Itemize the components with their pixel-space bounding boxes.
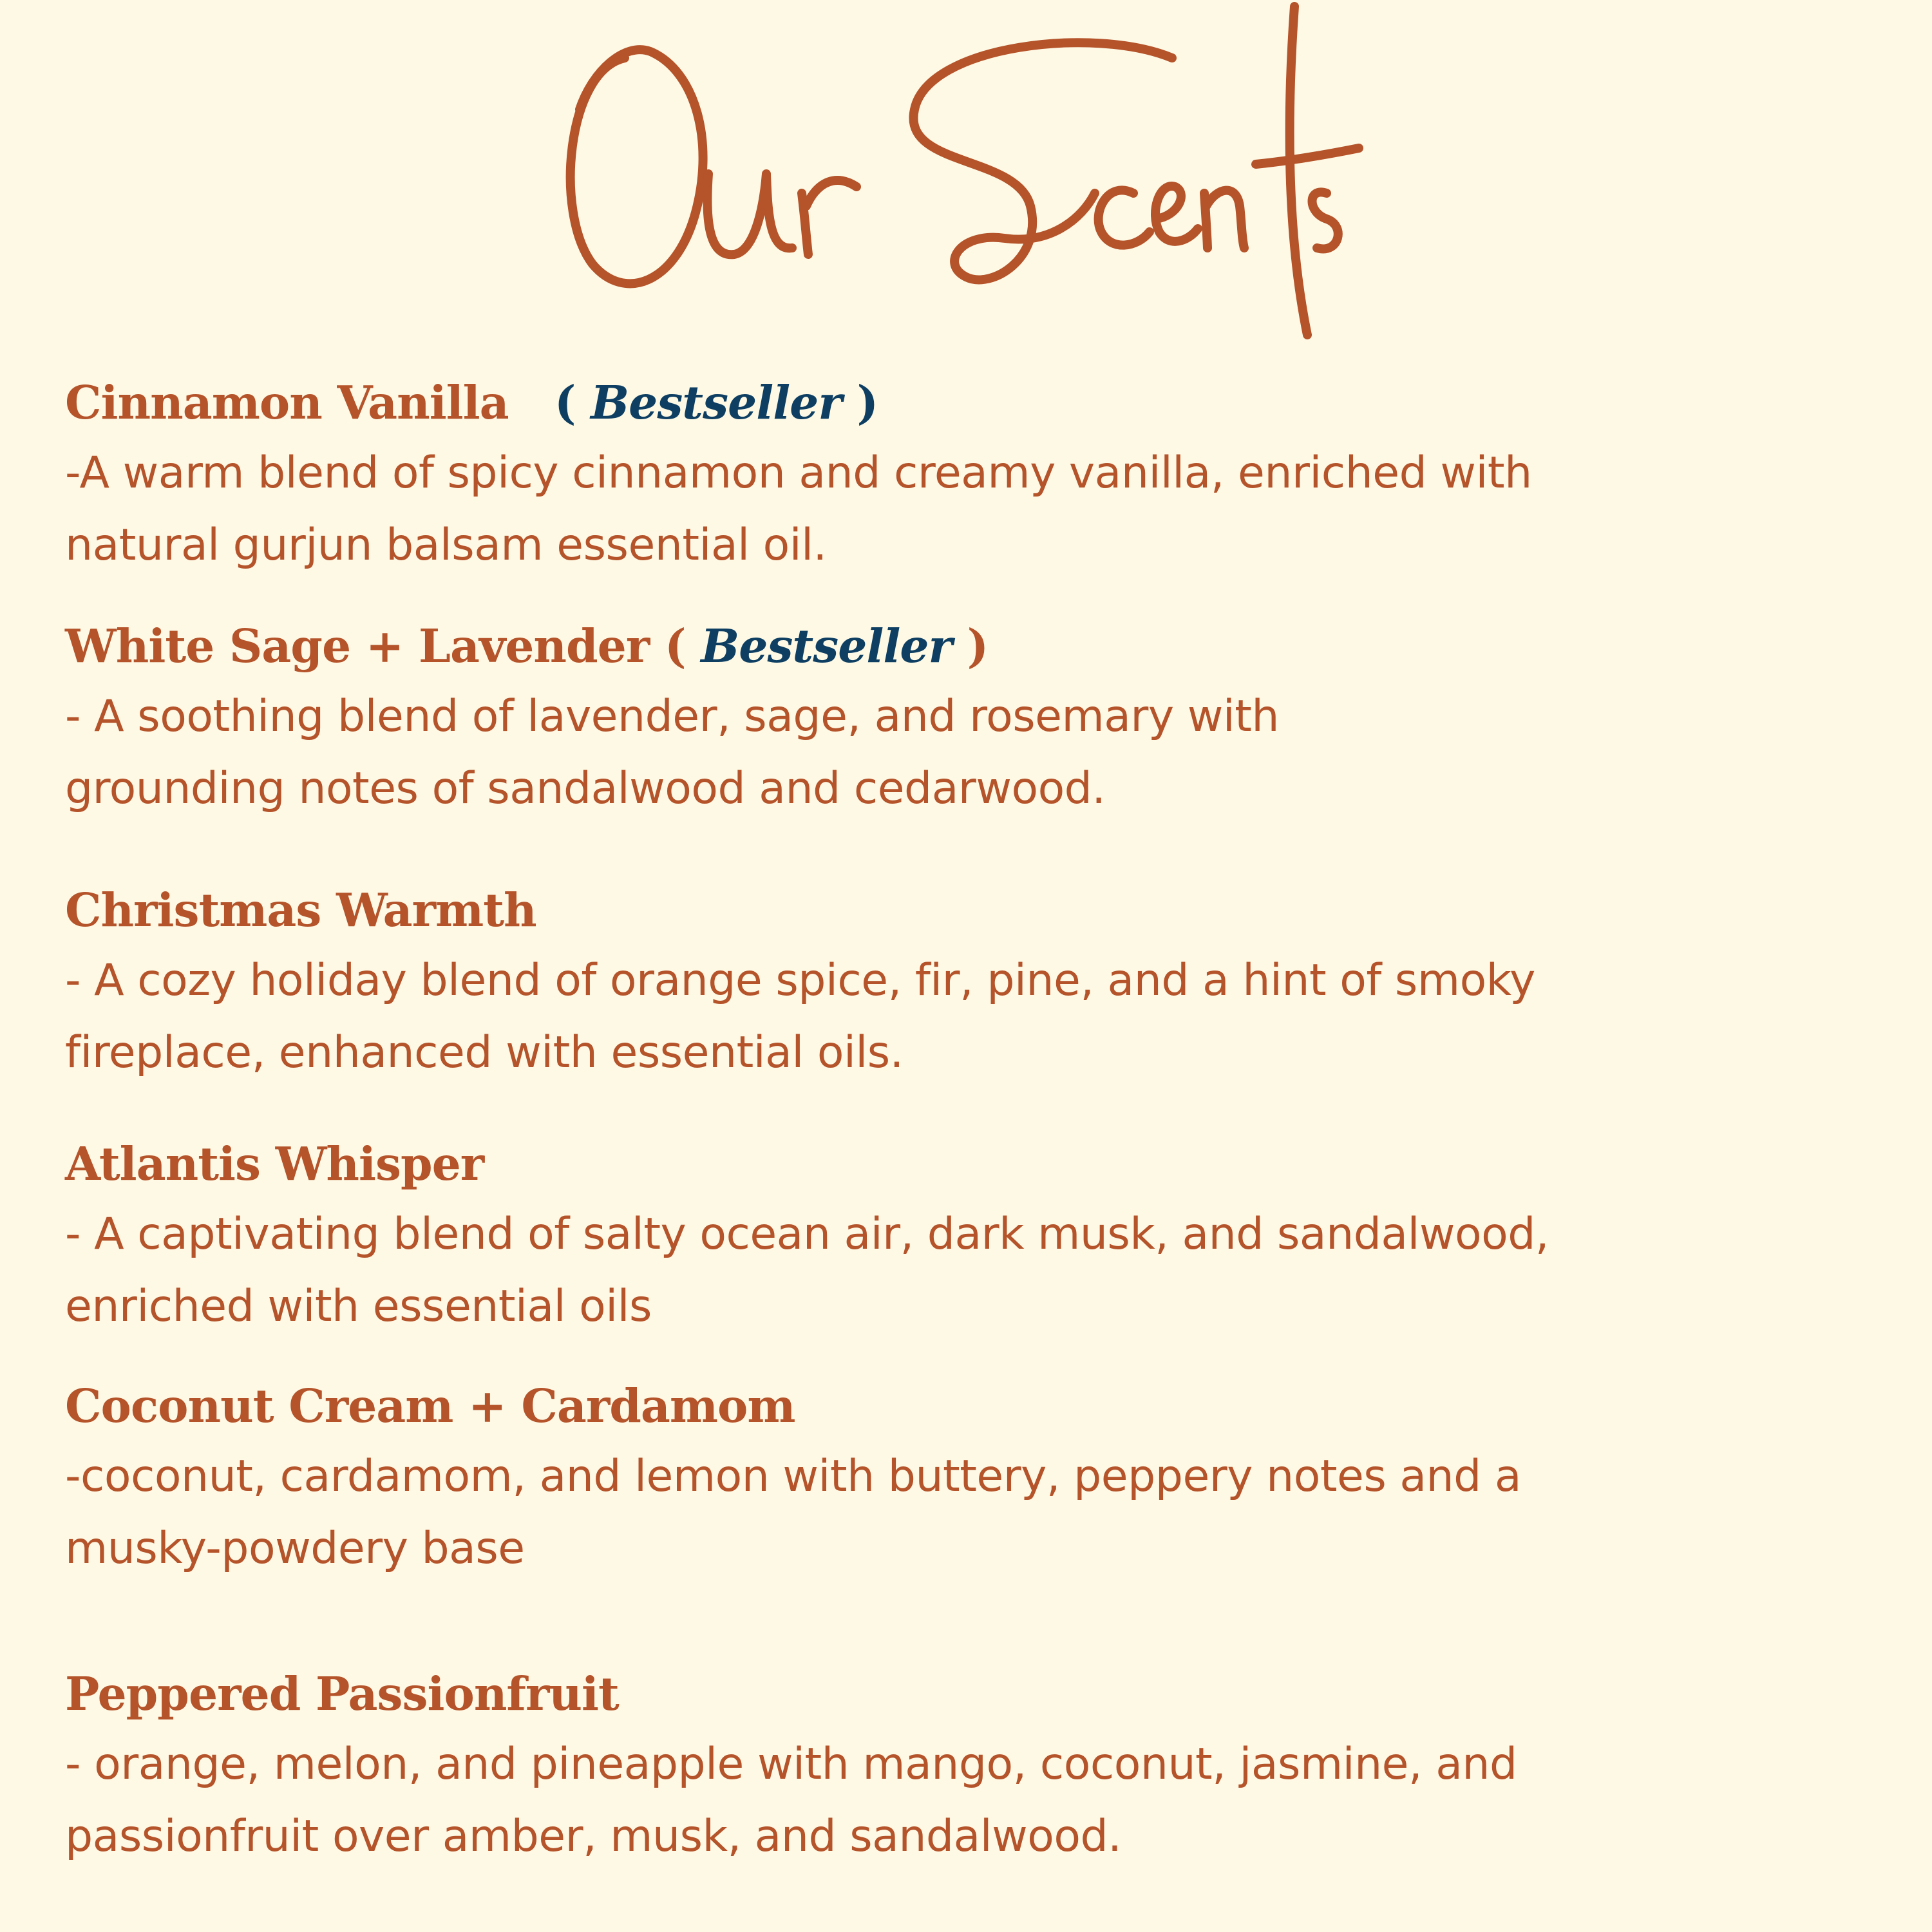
scent-name: Peppered Passionfruit xyxy=(65,1667,619,1721)
scent-name: White Sage + Lavender xyxy=(65,619,650,673)
scent-description: - A cozy holiday blend of orange spice, fir, pine, and a hint of smoky fireplace, enhanced with essential oils. xyxy=(65,955,1535,1078)
page-title xyxy=(515,0,1417,348)
scent-description: -A warm blend of spicy cinnamon and creamy vanilla, enriched with natural gurjun balsam essential oil. xyxy=(65,448,1532,571)
scent-name: Cinnamon Vanilla xyxy=(65,375,509,430)
scent-item xyxy=(65,1137,1868,1343)
scent-description: - A captivating blend of salty ocean air, dark musk, and sandalwood, enriched with essential oils xyxy=(65,1209,1549,1332)
scent-heading: Cinnamon Vanilla ( Bestseller ) xyxy=(65,375,878,430)
scent-heading: White Sage + Lavender ( Bestseller ) xyxy=(65,619,989,673)
bestseller-badge: Bestseller xyxy=(701,619,952,673)
scent-name: Christmas Warmth xyxy=(65,883,536,937)
scent-name: Atlantis Whisper xyxy=(65,1137,484,1191)
bestseller-badge: Bestseller xyxy=(591,375,842,430)
scent-item xyxy=(65,1667,1868,1873)
scent-description: - A soothing blend of lavender, sage, and rosemary with grounding notes of sandalwood and cedarwood. xyxy=(65,691,1279,814)
scent-description: - orange, melon, and pineapple with mango, coconut, jasmine, and passionfruit over amber, musk, and sandalwood. xyxy=(65,1739,1517,1862)
scent-item xyxy=(65,883,1868,1089)
scent-item xyxy=(65,375,1868,582)
scent-item xyxy=(65,619,1868,825)
title-lettering xyxy=(515,0,1417,348)
scent-name: Coconut Cream + Cardamom xyxy=(65,1379,795,1433)
scent-description: -coconut, cardamom, and lemon with buttery, peppery notes and a musky-powdery base xyxy=(65,1451,1522,1574)
scent-item xyxy=(65,1379,1868,1585)
